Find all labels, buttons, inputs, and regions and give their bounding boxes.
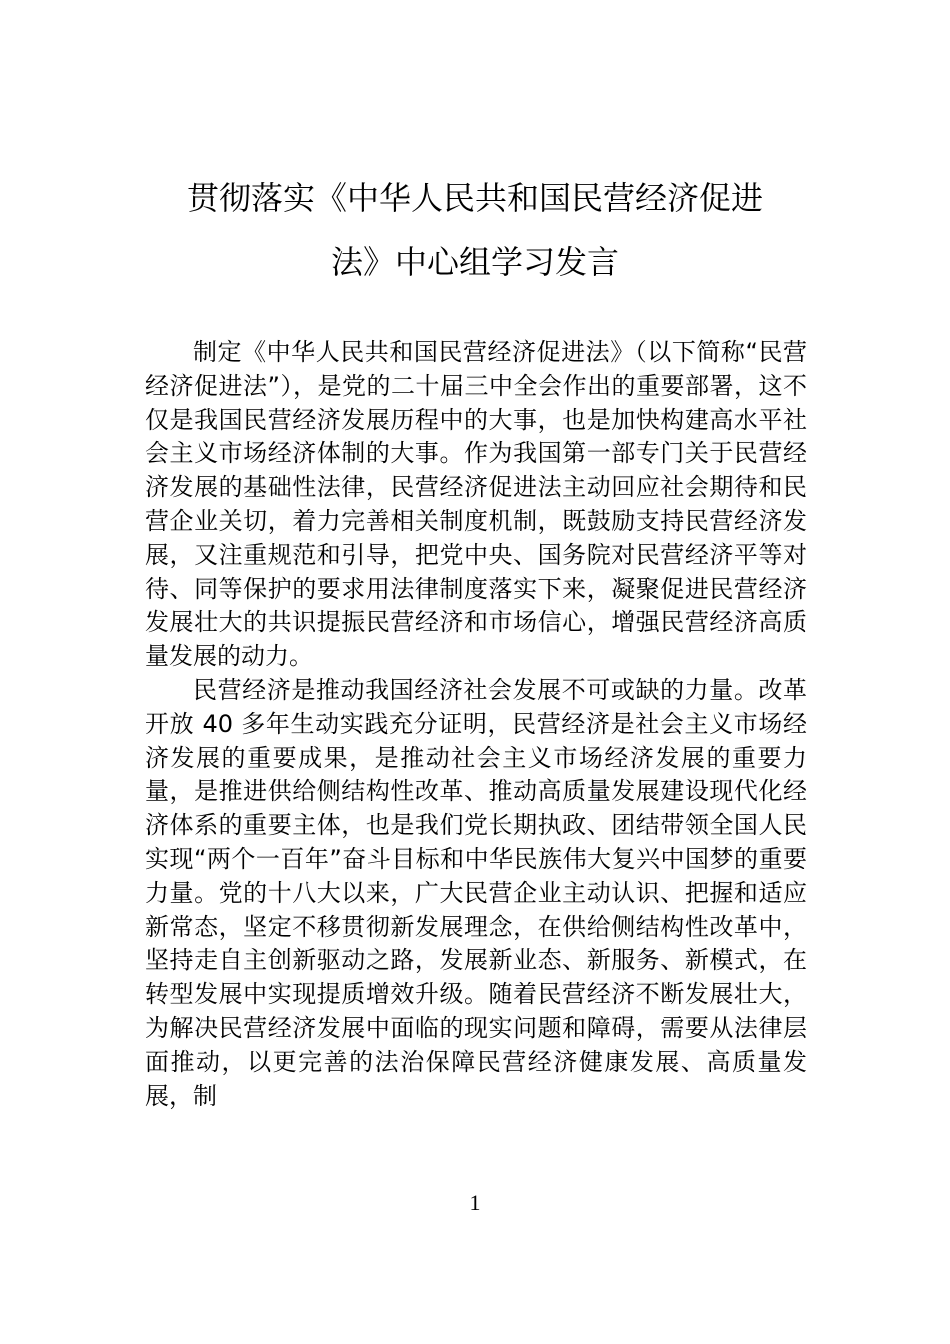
title-line-1: 贯彻落实《中华人民共和国民营经济促进 — [186, 179, 763, 217]
page-number: 1 — [469, 1190, 481, 1215]
document-title — [145, 166, 805, 294]
paragraph-1: 制定《中华人民共和国民营经济促进法》（以下简称“民营经济促进法”），是党的二十届三中全会作出的重要部署，这不仅是我国民营经济发展历程中的大事，也是加快构建高水平社会主义市场经济体制的大事。作为我国第一部专门关于民营经济发展的基础性法律，民营经济促进法主动回应社会期待和民营企业关切，着力完善相关制度机制，既鼓励支持民营经济发展，又注重规范和引导，把党中央、国务院对民营经济平等对待、同等保护的要求用法律制度落实下来，凝聚促进民营经济发展壮大的共识提振民营经济和市场信心，增强民营经济高质量发展的动力。 — [145, 338, 807, 671]
title-line-2: 法》中心组学习发言 — [330, 243, 619, 281]
document-body — [145, 336, 807, 1113]
paragraph-2: 民营经济是推动我国经济社会发展不可或缺的力量。改革开放 40 多年生动实践充分证明，民营经济是社会主义市场经济发展的重要成果，是推动社会主义市场经济发展的重要力量，是推进供给侧结构性改革、推动高质量发展建设现代化经济体系的重要主体，也是我们党长期执政、团结带领全国人民实现“两个一百年”奋斗目标和中华民族伟大复兴中国梦的重要力量。党的十八大以来，广大民营企业主动认识、把握和适应新常态，坚定不移贯彻新发展理念，在供给侧结构性改革中，坚持走自主创新驱动之路，发展新业态、新服务、新模式，在转型发展中实现提质增效升级。随着民营经济不断发展壮大，为解决民营经济发展中面临的现实问题和障碍，需要从法律层面推动，以更完善的法治保障民营经济健康发展、高质量发展，制 — [145, 675, 807, 1110]
